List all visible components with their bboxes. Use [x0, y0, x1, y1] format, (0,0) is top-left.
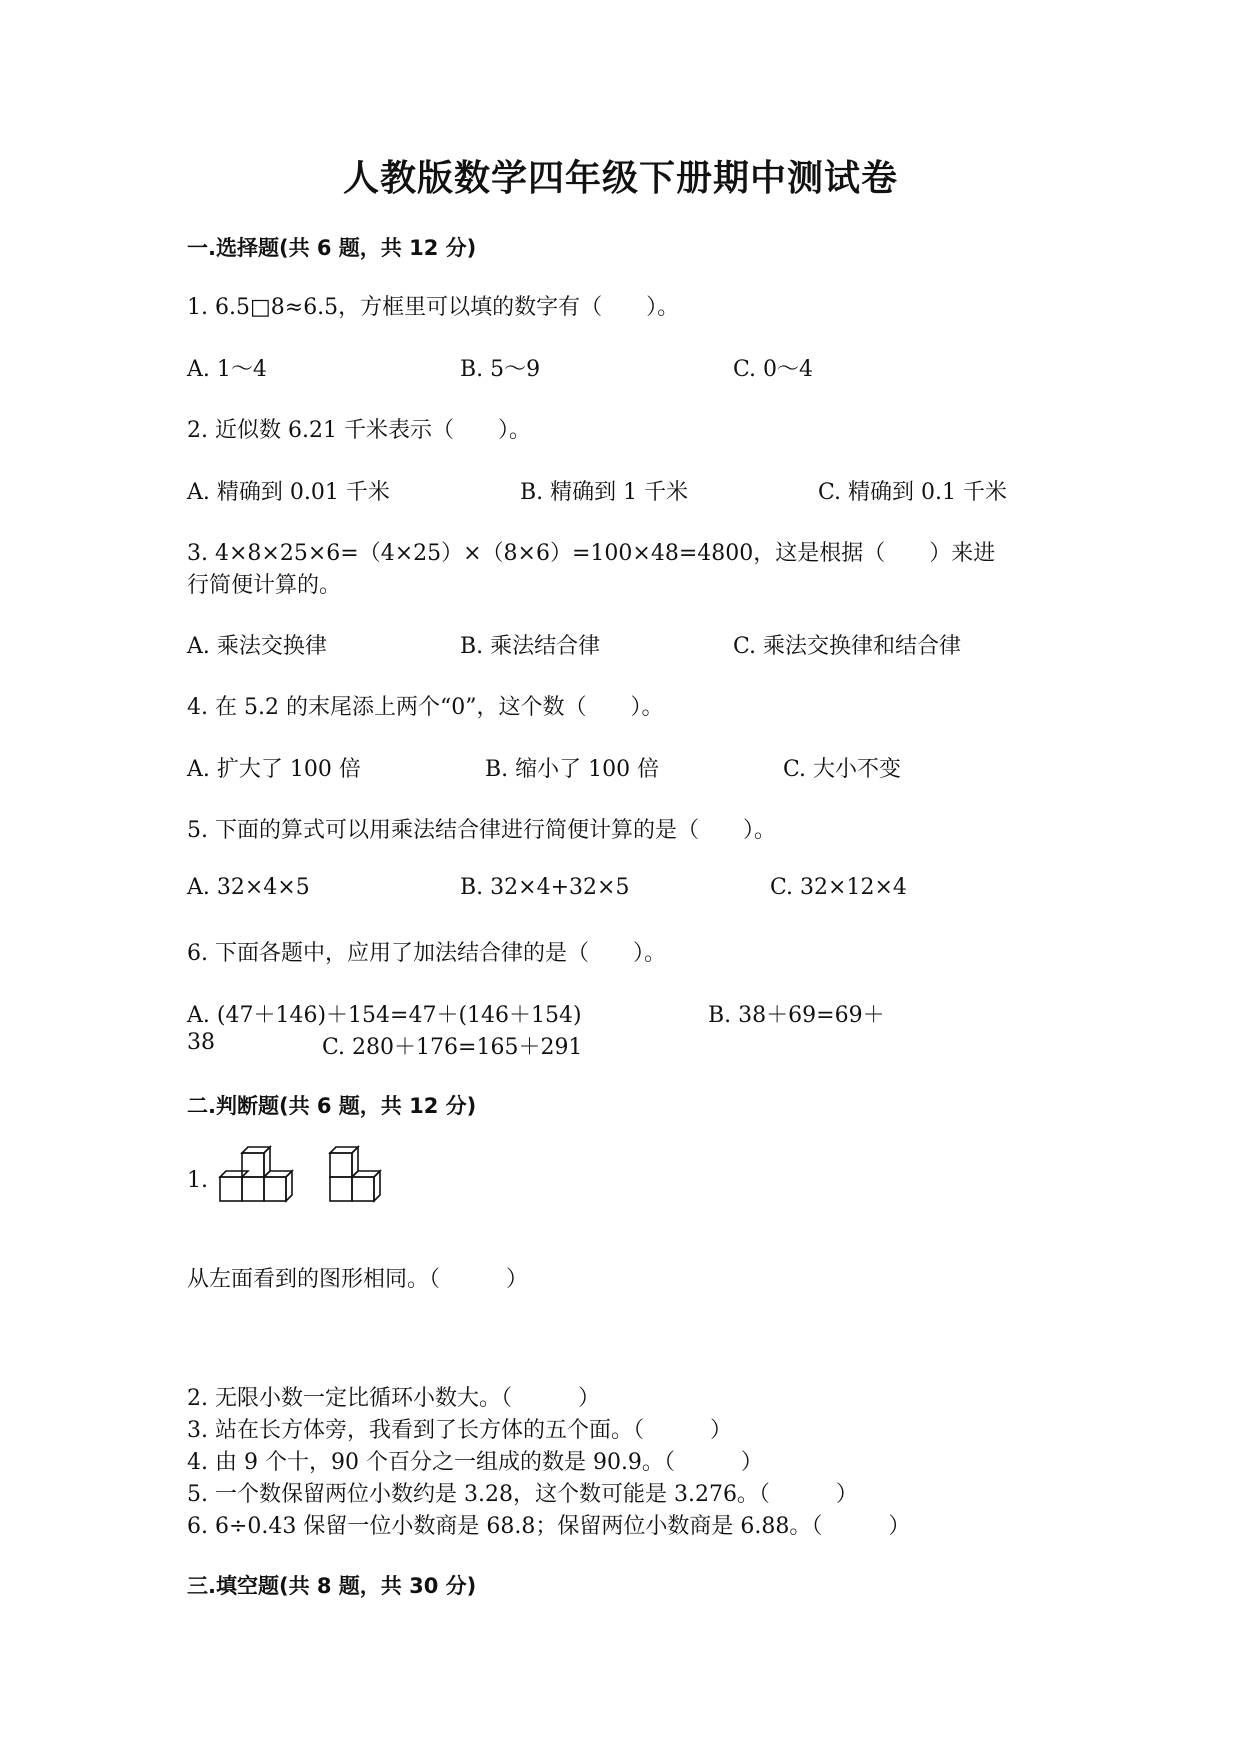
section-heading-choice: 一.选择题(共 6 题，共 12 分) — [187, 236, 477, 260]
question-6-option-b-continued: 38 — [187, 1030, 215, 1055]
question-2-option-b: B. 精确到 1 千米 — [520, 480, 689, 505]
question-5-option-a: A. 32×4×5 — [187, 875, 310, 900]
question-4-stem: 4. 在 5.2 的末尾添上两个“0”，这个数（ ）。 — [187, 695, 664, 720]
question-3-stem-line-2: 行简便计算的。 — [187, 573, 342, 598]
right-cube-group — [330, 1147, 380, 1201]
question-4-option-a: A. 扩大了 100 倍 — [187, 757, 361, 782]
question-6-stem: 6. 下面各题中，应用了加法结合律的是（ ）。 — [187, 941, 666, 966]
left-cube-group — [220, 1147, 292, 1201]
question-2-stem: 2. 近似数 6.21 千米表示（ ）。 — [187, 418, 531, 443]
cube-views-figure — [212, 1145, 402, 1225]
judge-item-6: 6. 6÷0.43 保留一位小数商是 68.8；保留两位小数商是 6.88。（ ） — [187, 1514, 911, 1539]
question-6-option-a: A. (47＋146)＋154=47＋(146＋154) — [187, 1003, 582, 1028]
judge-item-4: 4. 由 9 个十，90 个百分之一组成的数是 90.9。（ ） — [187, 1450, 763, 1475]
question-1-stem: 1. 6.5□8≈6.5，方框里可以填的数字有（ ）。 — [187, 295, 680, 320]
question-3-stem-line-1: 3. 4×8×25×6=（4×25）×（8×6）=100×48=4800，这是根据（ ）来进 — [187, 541, 996, 566]
question-2-option-a: A. 精确到 0.01 千米 — [187, 480, 390, 505]
question-1-option-c: C. 0～4 — [733, 357, 814, 382]
question-4-option-b: B. 缩小了 100 倍 — [485, 757, 660, 782]
exam-title: 人教版数学四年级下册期中测试卷 — [342, 157, 898, 199]
question-4-option-c: C. 大小不变 — [783, 757, 902, 782]
question-1-option-b: B. 5～9 — [460, 357, 541, 382]
question-6-option-c: C. 280＋176=165＋291 — [322, 1035, 583, 1060]
judge-item-2: 2. 无限小数一定比循环小数大。（ ） — [187, 1386, 600, 1411]
question-5-option-b: B. 32×4+32×5 — [460, 875, 630, 900]
question-5-stem: 5. 下面的算式可以用乘法结合律进行简便计算的是（ ）。 — [187, 818, 776, 843]
question-6-option-b: B. 38＋69=69＋ — [708, 1003, 885, 1028]
question-2-option-c: C. 精确到 0.1 千米 — [818, 480, 1008, 505]
judge-item-3: 3. 站在长方体旁，我看到了长方体的五个面。（ ） — [187, 1418, 732, 1443]
question-3-option-c: C. 乘法交换律和结合律 — [733, 634, 962, 659]
section-heading-fill: 三.填空题(共 8 题，共 30 分) — [187, 1574, 477, 1598]
judge-1-text: 从左面看到的图形相同。（ ） — [187, 1267, 529, 1292]
question-3-option-b: B. 乘法结合律 — [460, 634, 601, 659]
section-heading-judge: 二.判断题(共 6 题，共 12 分) — [187, 1094, 477, 1118]
judge-item-5: 5. 一个数保留两位小数约是 3.28，这个数可能是 3.276。（ ） — [187, 1482, 858, 1507]
question-3-option-a: A. 乘法交换律 — [187, 634, 327, 659]
question-5-option-c: C. 32×12×4 — [770, 875, 907, 900]
question-1-option-a: A. 1～4 — [187, 357, 267, 382]
judge-1-number: 1. — [187, 1168, 208, 1193]
